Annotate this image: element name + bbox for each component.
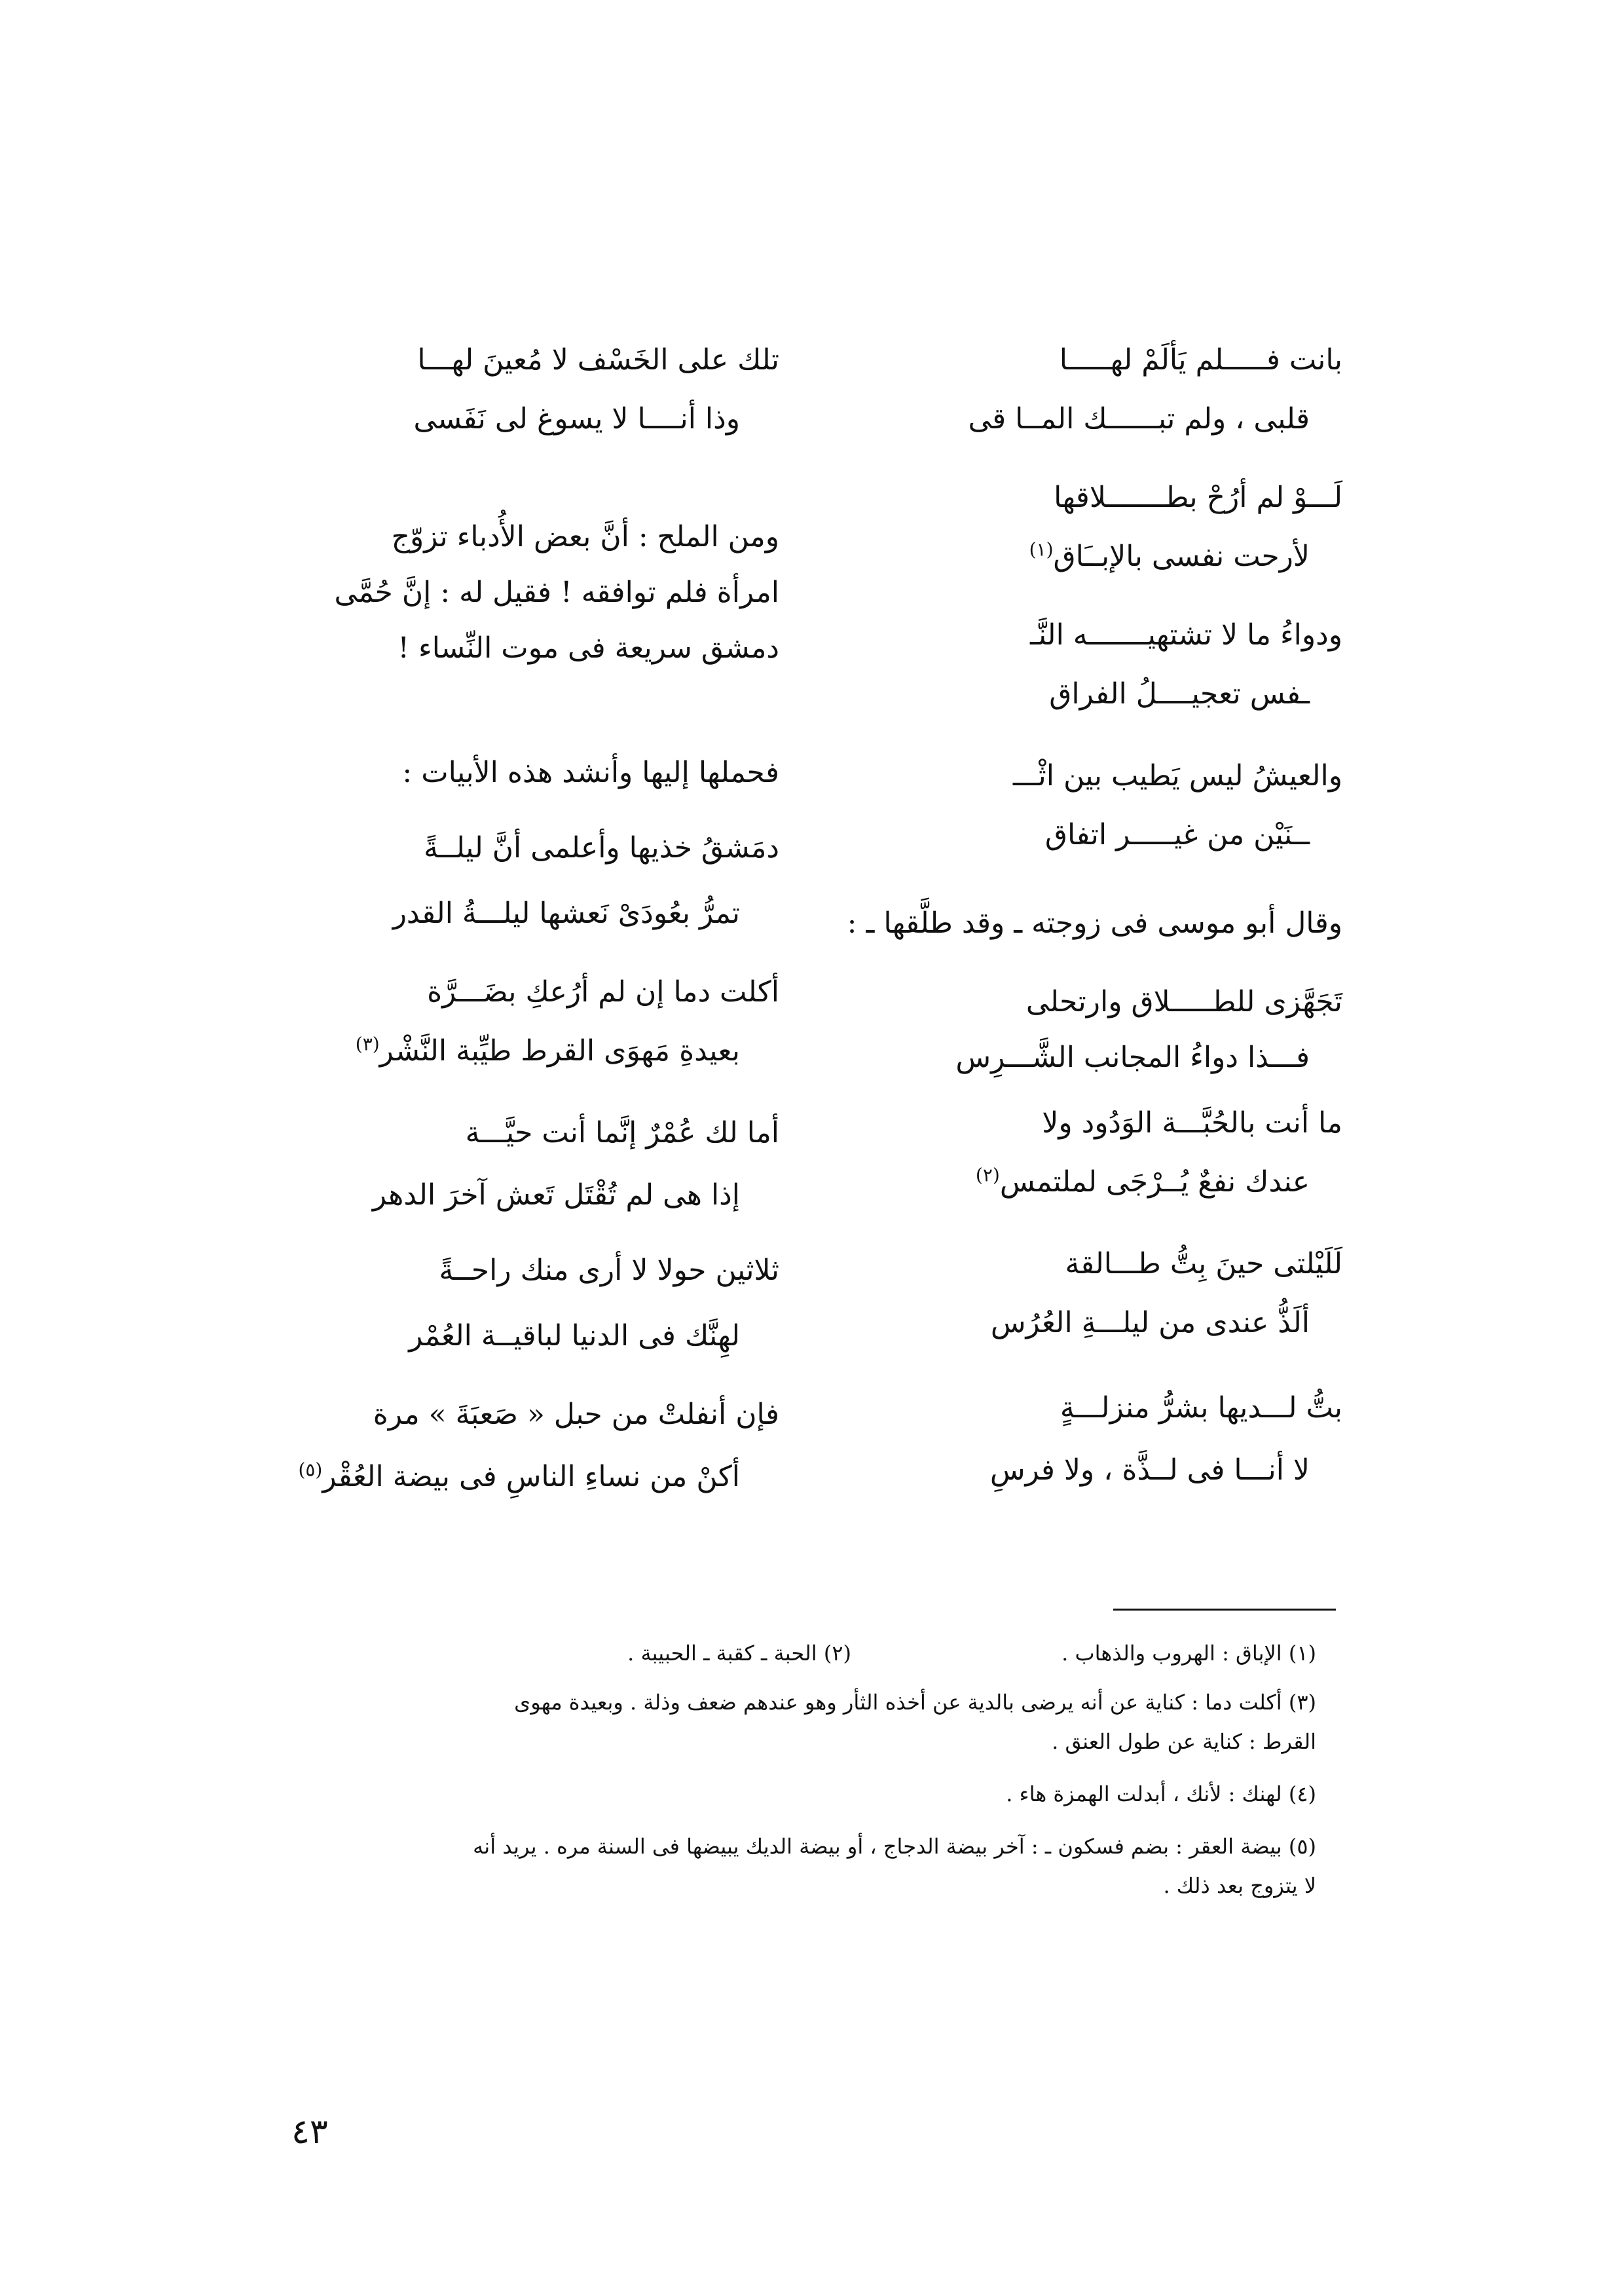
verse-text: عندك نفعٌ يُــرْجَى لملتمس	[999, 1165, 1310, 1199]
prose-line: وقال أبو موسى فى زوجته ـ وقد طلَّقها ـ :	[847, 906, 1342, 940]
verse-line: فإن أنفلتْ من حبل « صَعبَةَ » مرة	[373, 1398, 779, 1431]
verse-line: وذا أنــــا لا يسوغ لى نَفَسى	[413, 402, 740, 436]
verse-line: لهِنَّك فى الدنيا لباقيــة العُمْر	[409, 1319, 740, 1353]
footnote-1: (١) الإباق : الهروب والذهاب .	[1061, 1641, 1316, 1666]
footnote-3-line2: القرط : كناية عن طول العنق .	[1052, 1729, 1316, 1754]
prose-line: ومن الملح : أنَّ بعض الأُدباء تزوّج	[391, 520, 779, 553]
verse-line: بانت فـــــلم يَألَمْ لهـــــا	[1059, 343, 1342, 377]
footnote-marker: (٢)	[975, 1164, 1000, 1186]
verse-line: ألَذُّ عندى من ليلـــةِ العُرُس	[990, 1306, 1310, 1339]
verse-line: ــنَيْن من غيـــــر اتفاق	[1044, 818, 1310, 851]
verse-line: لا أنـــا فى لــذَّة ، ولا فرسِ	[989, 1453, 1310, 1487]
verse-line: أما لك عُمْرٌ إنَّما أنت حيَّـــة	[465, 1116, 779, 1149]
verse-line: لَلَيْلتى حينَ بِتُّ طـــالقة	[1065, 1247, 1342, 1280]
footnote-5-line2: لا يتزوج بعد ذلك .	[1163, 1873, 1316, 1898]
prose-line: امرأة فلم توافقه ! فقيل له : إنَّ حُمَّى	[334, 576, 779, 609]
verse-line: فـــذا دواءُ المجانب الشَّـــرِس	[955, 1041, 1310, 1074]
footnote-2: (٢) الحبة ـ كقبة ـ الحبيبة .	[627, 1641, 851, 1666]
verse-line: ما أنت بالحُبَّـــة الوَدُود ولا	[1042, 1106, 1342, 1140]
verse-line	[976, 1163, 1310, 1202]
verse-line: تلك على الخَسْف لا مُعينَ لهـــا	[417, 343, 779, 377]
verse-line: قلبى ، ولم تبــــــك المــا قى	[968, 402, 1310, 436]
verse-text: بعيدةِ مَهوَى القرط طيِّبة النَّشْر	[379, 1034, 740, 1068]
verse-line	[298, 1457, 740, 1497]
verse-line	[1029, 537, 1310, 576]
prose-line: فحملها إليها وأنشد هذه الأبيات :	[402, 756, 779, 789]
verse-line: إذا هى لم تُقْتَل تَعش آخرَ الدهر	[372, 1178, 740, 1212]
footnote-marker: (٥)	[298, 1459, 323, 1481]
verse-text: أكنْ من نساءِ الناسِ فى بيضة العُقْر	[322, 1460, 740, 1493]
footnote-4: (٤) لهنك : لأنك ، أبدلت الهمزة هاء .	[1006, 1782, 1316, 1806]
verse-line	[356, 1032, 740, 1071]
verse-line: تمرُّ بعُودَىْ نَعشها ليلـــةُ القدر	[392, 897, 740, 930]
verse-line: دمَشقُ خذيها وأعلمى أنَّ ليلــةً	[424, 831, 779, 865]
footnote-5-line1: (٥) بيضة العقر : بضم فسكون ـ : آخر بيضة الدجاج ، أو بيضة الديك يبيضها فى السنة مره . يريد أنه	[473, 1834, 1316, 1859]
verse-line: أكلت دما إن لم أرُعكِ بضَـــرَّة	[427, 975, 779, 1009]
verse-line: والعيشُ ليس يَطيب بين اثْـــ	[1012, 759, 1342, 793]
footnote-marker: (٣)	[355, 1033, 380, 1055]
prose-line: دمشق سريعة فى موت النِّساء !	[397, 631, 779, 665]
footnote-marker: (١)	[1029, 538, 1054, 561]
page-number: ٤٣	[291, 2112, 328, 2152]
verse-line: لَـــوْ لم أرُحْ بطـــــــلاقها	[1054, 481, 1342, 514]
footnote-3-line1: (٣) أكلت دما : كناية عن أنه يرضى بالدية عن أخذه الثأر وهو عندهم ضعف وذلة . وبعيدة مهوى	[514, 1690, 1316, 1715]
verse-line: تَجَهَّزى للطـــــلاق وارتحلى	[1025, 985, 1342, 1018]
verse-line: ودواءُ ما لا تشتهيـــــــه النَّـ	[1030, 618, 1342, 652]
verse-text: لأرحت نفسى بالإبــَاق	[1053, 540, 1310, 573]
footnote-divider	[1113, 1609, 1336, 1611]
verse-line: ثلاثين حولا لا أرى منك راحــةً	[439, 1254, 779, 1287]
verse-line: بتُّ لـــديها بشرُّ منزلـــةٍ	[1060, 1391, 1342, 1425]
verse-line: ـفس تعجيــــلُ الفراق	[1049, 677, 1310, 711]
